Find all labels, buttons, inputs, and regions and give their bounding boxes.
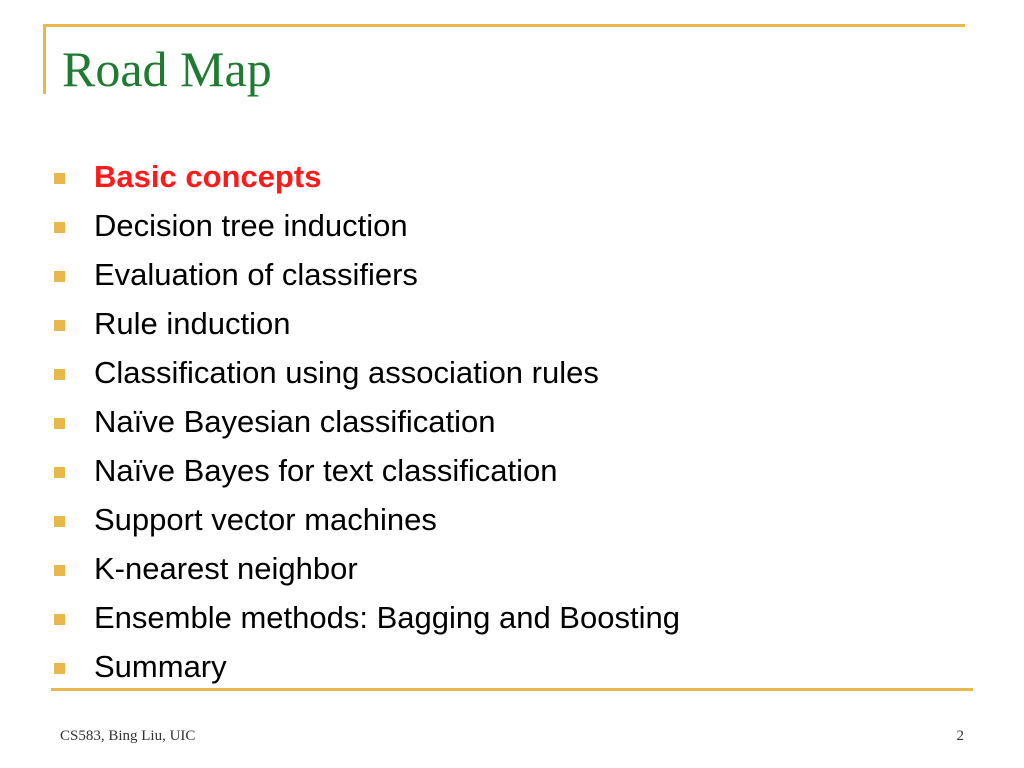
frame-top-rule [43, 24, 965, 27]
bullet-text: Summary [94, 648, 227, 684]
bullet-text: Naïve Bayes for text classification [94, 452, 558, 488]
square-bullet-icon [54, 173, 65, 184]
square-bullet-icon [54, 320, 65, 331]
square-bullet-icon [54, 369, 65, 380]
bullet-item-classification-association-rules [54, 348, 680, 397]
square-bullet-icon [54, 565, 65, 576]
square-bullet-icon [54, 418, 65, 429]
bullet-item-support-vector-machines [54, 495, 680, 544]
square-bullet-icon [54, 614, 65, 625]
bullet-item-evaluation-of-classifiers [54, 250, 680, 299]
square-bullet-icon [54, 222, 65, 233]
slide-title: Road Map [62, 41, 272, 97]
bullet-text: Evaluation of classifiers [94, 256, 418, 292]
square-bullet-icon [54, 516, 65, 527]
square-bullet-icon [54, 467, 65, 478]
bullet-text: K-nearest neighbor [94, 550, 358, 586]
bullet-text: Decision tree induction [94, 207, 408, 243]
bullet-text: Rule induction [94, 305, 291, 341]
bullet-text: Naïve Bayesian classification [94, 403, 496, 439]
frame-left-rule [43, 24, 46, 94]
bullet-item-naive-bayes-text [54, 446, 680, 495]
page-number: 2 [956, 728, 964, 744]
bullet-text: Ensemble methods: Bagging and Boosting [94, 599, 680, 635]
square-bullet-icon [54, 663, 65, 674]
bullet-item-ensemble-methods [54, 593, 680, 642]
bullet-text: Classification using association rules [94, 354, 599, 390]
bullet-item-k-nearest-neighbor [54, 544, 680, 593]
bullet-list [54, 152, 680, 691]
bullet-item-basic-concepts [54, 152, 680, 201]
bullet-item-summary [54, 642, 680, 691]
bullet-text: Support vector machines [94, 501, 437, 537]
frame-bottom-rule [51, 688, 973, 691]
bullet-text: Basic concepts [94, 158, 322, 194]
footer-credit: CS583, Bing Liu, UIC [60, 728, 196, 744]
square-bullet-icon [54, 271, 65, 282]
bullet-item-naive-bayesian-classification [54, 397, 680, 446]
bullet-item-rule-induction [54, 299, 680, 348]
bullet-item-decision-tree-induction [54, 201, 680, 250]
